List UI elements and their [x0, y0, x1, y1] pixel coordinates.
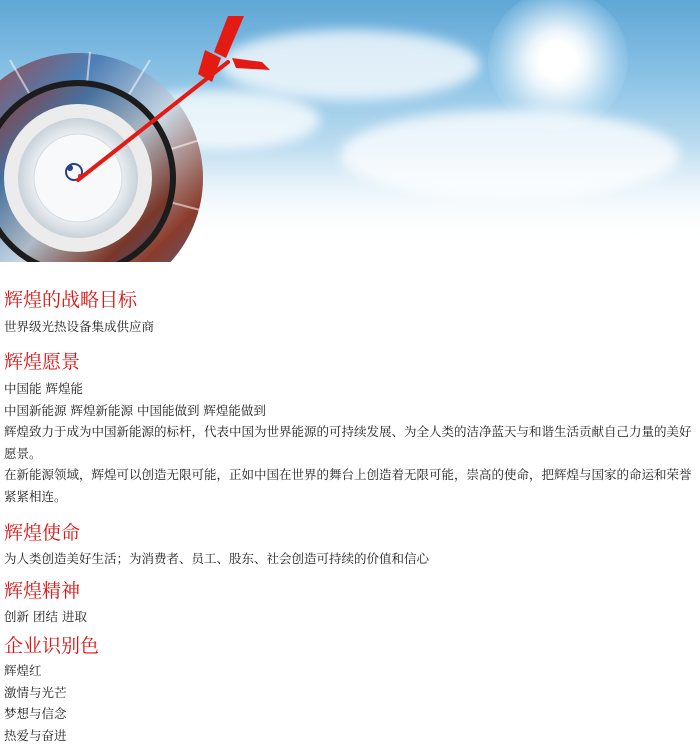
hero-banner	[0, 0, 700, 262]
mission-heading: 辉煌使命	[4, 522, 81, 544]
colors-list	[4, 660, 67, 746]
vision-paragraph: 辉煌致力于成为中国新能源的标杆，代表中国为世界能源的可持续发展、为全人类的洁净蓝天与和谐生活贡献自己力量的美好愿景。	[4, 424, 692, 461]
dartboard-illustration	[0, 0, 700, 262]
vision-body	[4, 378, 698, 507]
dartboard	[0, 52, 203, 262]
colors-heading: 企业识别色	[4, 635, 100, 657]
vision-heading: 辉煌愿景	[4, 351, 81, 373]
strategy-heading: 辉煌的战略目标	[4, 289, 138, 311]
strategy-text: 世界级光热设备集成供应商	[4, 319, 155, 334]
vision-line: 中国能 辉煌能	[4, 381, 83, 396]
mission-text: 为人类创造美好生活；为消费者、员工、股东、社会创造可持续的价值和信心	[4, 551, 430, 566]
fin-right	[232, 58, 270, 70]
vision-line: 中国新能源 辉煌新能源 中国能做到 辉煌能做到	[4, 402, 266, 418]
color-item: 激情与光芒	[4, 684, 67, 700]
spirit-text: 创新 团结 进取	[4, 609, 87, 624]
spirit-heading: 辉煌精神	[4, 580, 81, 602]
fin-top	[214, 16, 244, 58]
color-item: 梦想与信念	[4, 706, 67, 721]
fin-left	[198, 50, 221, 82]
color-item: 辉煌红	[4, 663, 42, 678]
color-item: 热爱与奋进	[4, 727, 67, 743]
vision-paragraph: 在新能源领域，辉煌可以创造无限可能，正如中国在世界的舞台上创造着无限可能，崇高的使命，把辉煌与国家的命运和荣誉紧紧相连。	[4, 467, 692, 504]
